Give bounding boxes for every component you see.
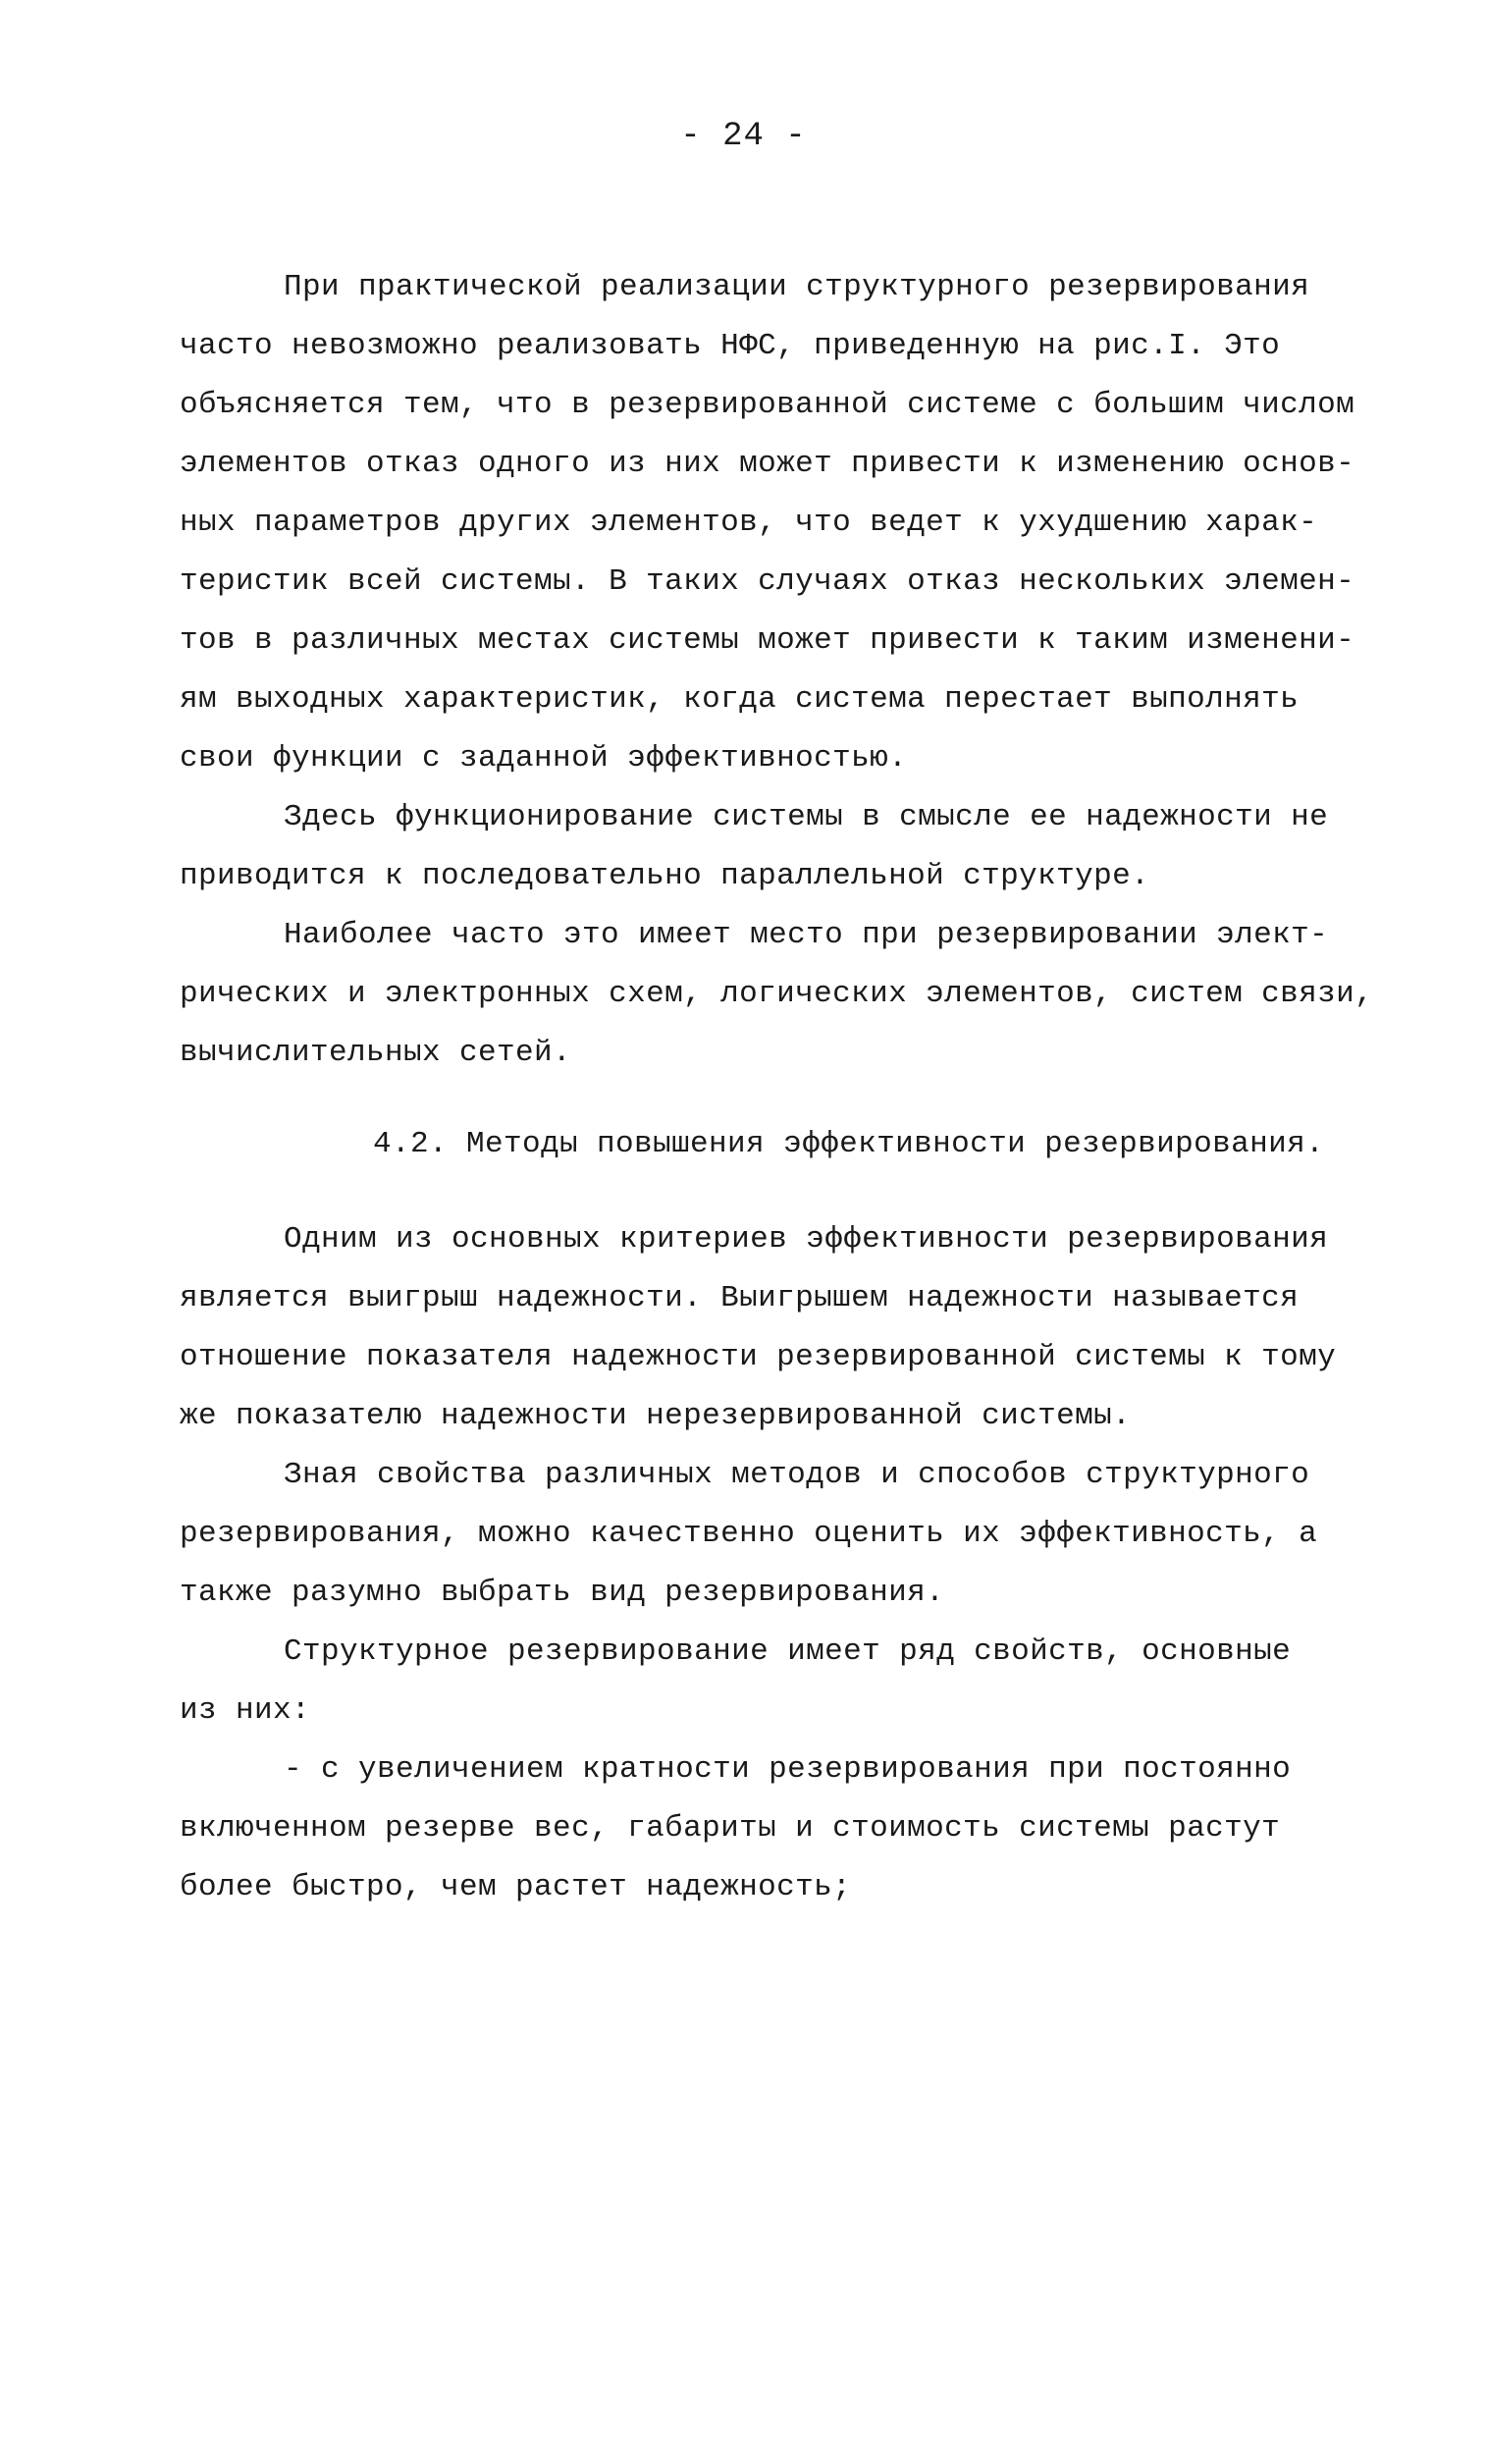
text-line: При практической реализации структурного резервирования [284,270,1310,304]
paragraph-4 [180,1210,1338,1446]
text-line: также разумно выбрать вид резервирования. [180,1576,945,1610]
text-line: - с увеличением кратности резервирования при постоянно [284,1752,1292,1787]
text-line: из них: [180,1693,311,1728]
text-line: часто невозможно реализовать НФС, приведенную на рис.I. Это [180,329,1281,363]
text-line: же показателю надежности нерезервированной системы. [180,1399,1132,1433]
section-heading: 4.2. Методы повышения эффективности резервирования. [373,1127,1325,1161]
text-line: Наиболее часто это имеет место при резервировании элект- [284,918,1329,952]
text-line: тов в различных местах системы может привести к таким изменени- [180,623,1355,658]
text-line: Зная свойства различных методов и способов структурного [284,1458,1310,1492]
text-line: ных параметров других элементов, что ведет к ухудшению харак- [180,506,1318,540]
text-line: объясняется тем, что в резервированной системе с большим числом [180,388,1355,422]
page-number: - 24 - [680,118,807,155]
text-line: Здесь функционирование системы в смысле ее надежности не [284,800,1329,834]
paragraph-6 [180,1623,1338,1741]
paragraph-2 [180,788,1338,906]
text-line: более быстро, чем растет надежность; [180,1870,852,1904]
paragraph-1 [180,258,1355,788]
text-line: теристик всей системы. В таких случаях отказ нескольких элемен- [180,564,1355,599]
text-line: ям выходных характеристик, когда система перестает выполнять [180,682,1300,717]
text-line: резервирования, можно качественно оценить их эффективность, а [180,1517,1318,1551]
text-line: элементов отказ одного из них может привести к изменению основ- [180,447,1355,481]
text-line: является выигрыш надежности. Выигрышем надежности называется [180,1281,1300,1315]
text-line: отношение показателя надежности резервированной системы к тому [180,1340,1337,1374]
paragraph-7 [180,1741,1338,1917]
text-line: Одним из основных критериев эффективности резервирования [284,1222,1329,1257]
text-line: вычислительных сетей. [180,1036,572,1070]
paragraph-5 [180,1446,1338,1623]
text-line: рических и электронных схем, логических элементов, систем связи, [180,977,1374,1011]
paragraph-3 [180,906,1374,1083]
text-line: включенном резерве вес, габариты и стоимость системы растут [180,1811,1281,1846]
text-line: приводится к последовательно параллельной структуре. [180,859,1150,893]
text-line: Структурное резервирование имеет ряд свойств, основные [284,1634,1292,1669]
text-line: свои функции с заданной эффективностью. [180,741,908,776]
